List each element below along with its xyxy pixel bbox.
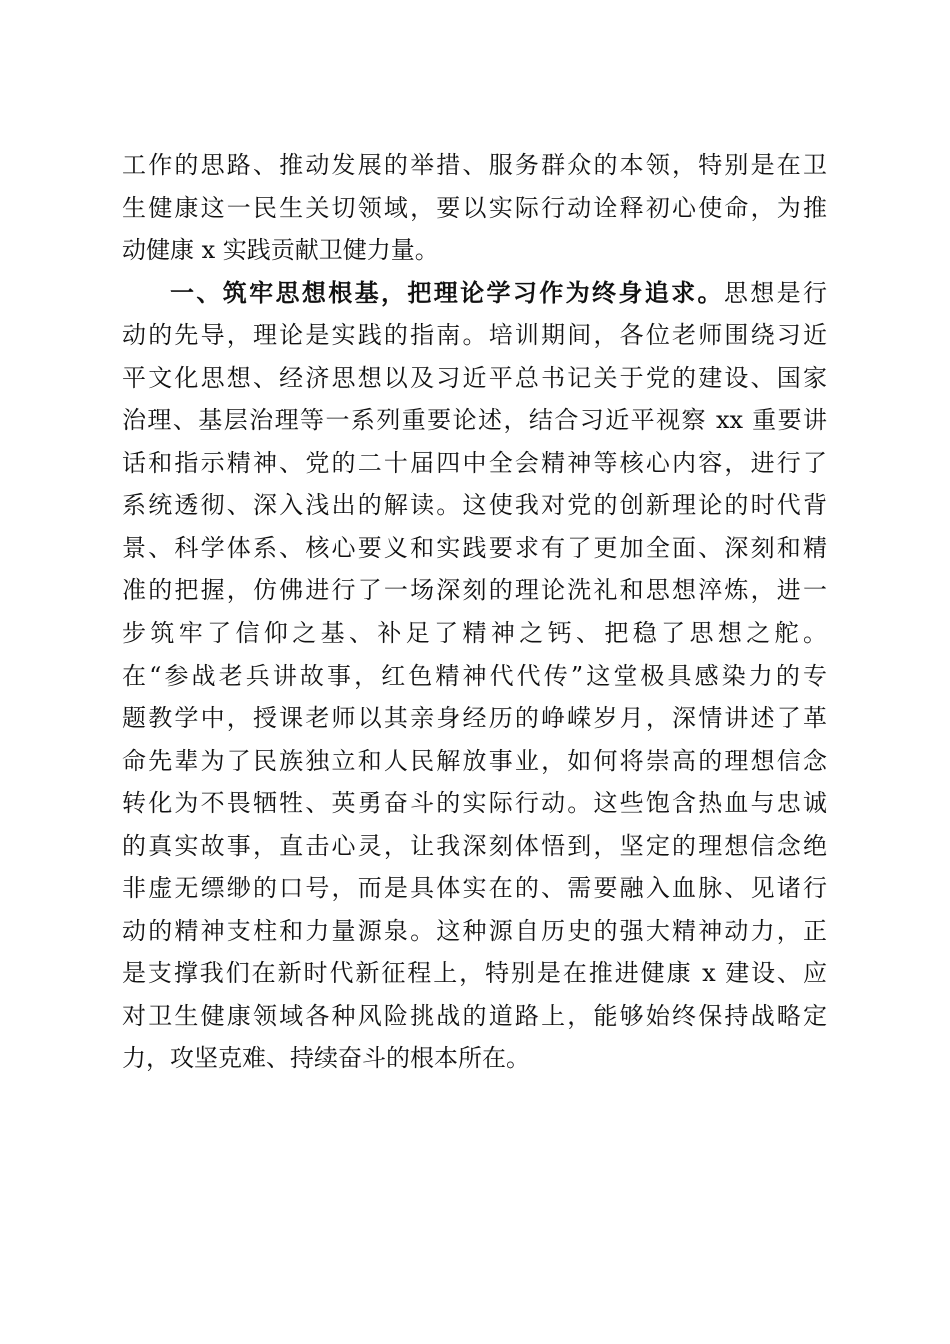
- paragraph-2-line: 对卫生健康领域各种风险挑战的道路上，能够始终保持战略定: [122, 1001, 827, 1030]
- section-heading: 一、筑牢思想根基，把理论学习作为终身追求。: [170, 277, 724, 307]
- document-body: [122, 144, 827, 1080]
- paragraph-2-line: 命先辈为了民族独立和人民解放事业，如何将崇高的理想信念: [122, 746, 827, 775]
- paragraph-2-line: 是支撑我们在新时代新征程上，特别是在推进健康 x 建设、应: [122, 959, 827, 988]
- paragraph-1-line-2: 生健康这一民生关切领域，要以实际行动诠释初心使命，为推: [122, 193, 827, 222]
- paragraph-2-line: 平文化思想、经济思想以及习近平总书记关于党的建设、国家: [122, 363, 827, 392]
- paragraph-2-line: 话和指示精神、党的二十届四中全会精神等核心内容，进行了: [122, 448, 827, 477]
- paragraph-2-first-line: [122, 272, 827, 315]
- paragraph-2-line: 准的把握，仿佛进行了一场深刻的理论洗礼和思想淬炼，进一: [122, 576, 827, 605]
- paragraph-1-line-3: 动健康 x 实践贡献卫健力量。: [122, 236, 439, 265]
- paragraph-2-line: 动的精神支柱和力量源泉。这种源自历史的强大精神动力，正: [122, 916, 827, 945]
- paragraph-2-line: 步筑牢了信仰之基、补足了精神之钙、把稳了思想之舵。: [122, 619, 827, 648]
- paragraph-1-line-1: 工作的思路、推动发展的举措、服务群众的本领，特别是在卫: [122, 151, 827, 179]
- paragraph-2-line: 系统透彻、深入浅出的解读。这使我对党的创新理论的时代背: [122, 491, 827, 520]
- paragraph-2-line: 的真实故事，直击心灵，让我深刻体悟到，坚定的理想信念绝: [122, 831, 827, 860]
- paragraph-2-line: 治理、基层治理等一系列重要论述，结合习近平视察 xx 重要讲: [122, 406, 827, 435]
- paragraph-2-last-line: 力，攻坚克难、持续奋斗的根本所在。: [122, 1044, 530, 1073]
- paragraph-2-first-line-rest: 思想是行: [723, 278, 827, 307]
- paragraph-2-line: 动的先导，理论是实践的指南。培训期间，各位老师围绕习近: [122, 321, 827, 350]
- paragraph-2-line: 非虚无缥缈的口号，而是具体实在的、需要融入血脉、见诸行: [122, 874, 827, 903]
- paragraph-2-line: 题教学中，授课老师以其亲身经历的峥嵘岁月，深情讲述了革: [122, 704, 827, 733]
- paragraph-2-line: 在“参战老兵讲故事，红色精神代代传”这堂极具感染力的专: [122, 661, 827, 690]
- paragraph-2-line: 景、科学体系、核心要义和实践要求有了更加全面、深刻和精: [122, 533, 827, 562]
- paragraph-2-line: 转化为不畏牺牲、英勇奋斗的实际行动。这些饱含热血与忠诚: [122, 789, 827, 818]
